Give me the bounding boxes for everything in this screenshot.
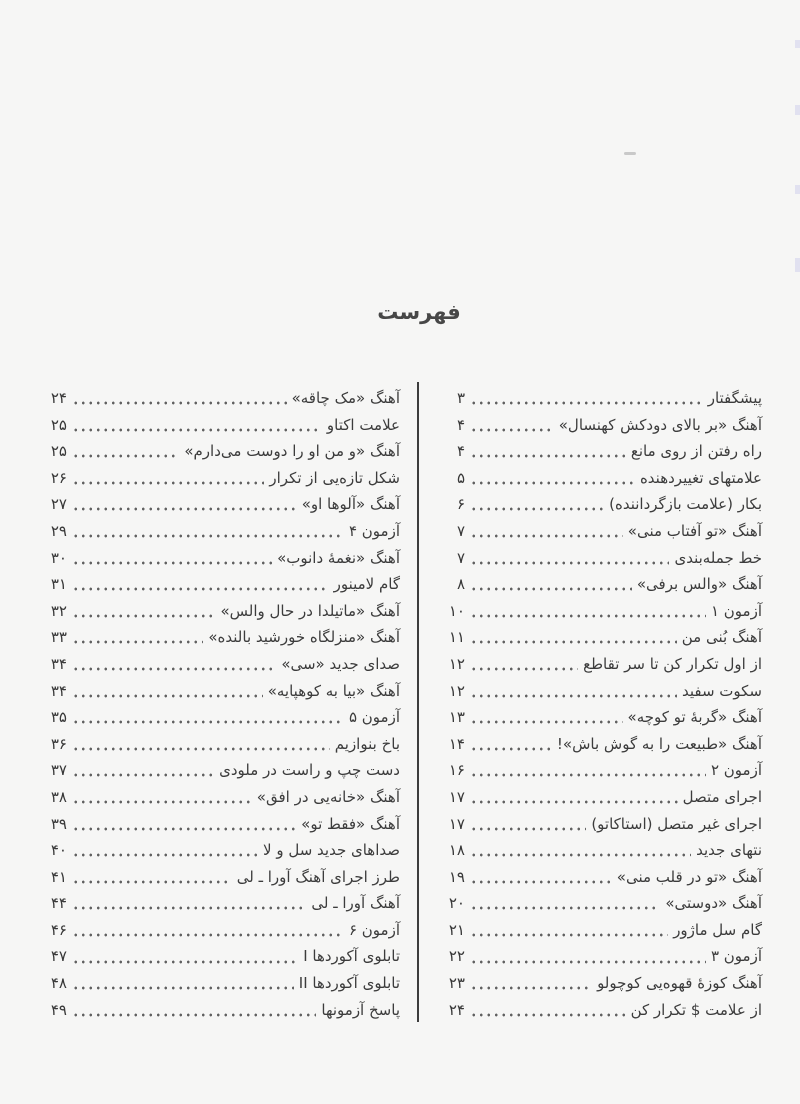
- scan-edge-artifact: [795, 258, 800, 272]
- toc-entry: [35, 997, 400, 1024]
- dotted-leader: [72, 864, 232, 891]
- toc-entry-label: آهنگ بُنی من: [681, 628, 762, 647]
- toc-entry: [35, 651, 400, 678]
- toc-entry: [35, 917, 400, 944]
- dotted-leader: [72, 465, 264, 492]
- toc-entry: [35, 731, 400, 758]
- toc-entry-page: ۲۹: [50, 521, 67, 540]
- toc-entry-page: ۲۵: [50, 442, 67, 461]
- toc-entry-page: ۲۲: [448, 947, 465, 966]
- dotted-leader: [72, 917, 344, 944]
- toc-entry-page: ۱۴: [448, 734, 465, 753]
- toc-entry: [35, 465, 400, 492]
- toc-entry: [433, 678, 762, 705]
- toc-entry-page: ۱۲: [448, 681, 465, 700]
- dotted-leader: [470, 624, 677, 651]
- dotted-leader: [470, 917, 668, 944]
- scan-edge-artifact: [795, 185, 800, 194]
- toc-entry-label: آهنگ «دوستی»: [665, 894, 762, 913]
- toc-entry-page: ۴: [456, 442, 465, 461]
- page-title: فهرست: [377, 300, 461, 324]
- toc-entry-label: گام سل ماژور: [673, 920, 762, 939]
- toc-entry-label: از علامت $ تکرار کن: [630, 1000, 762, 1019]
- toc-entry-label: خط جمله‌بندی: [674, 548, 762, 567]
- toc-entry-label: آهنگ «خانه‌یی در افق»: [256, 787, 400, 806]
- toc-entry-page: ۸: [456, 575, 465, 594]
- dotted-leader: [72, 385, 287, 412]
- toc-entry: [433, 651, 762, 678]
- dotted-leader: [470, 890, 660, 917]
- toc-entry-page: ۳۷: [50, 761, 67, 780]
- toc-entry: [433, 518, 762, 545]
- dotted-leader: [470, 943, 706, 970]
- toc-entry-label: آهنگ «بیا به کوهپایه»: [267, 681, 400, 700]
- toc-entry-page: ۴۹: [50, 1000, 67, 1019]
- dotted-leader: [470, 571, 632, 598]
- dotted-leader: [470, 678, 677, 705]
- toc-entry-page: ۴۰: [50, 841, 67, 860]
- scan-edge-artifact: [795, 105, 800, 115]
- dotted-leader: [72, 598, 215, 625]
- toc-entry-label: پیشگفتار: [707, 389, 762, 407]
- dotted-leader: [470, 438, 626, 465]
- toc-entry-page: ۱۲: [448, 654, 465, 673]
- toc-entry-page: ۲۶: [50, 468, 67, 487]
- toc-entry: [433, 997, 762, 1024]
- toc-entry-label: راه رفتن از روی مانع: [630, 442, 762, 461]
- column-divider: [417, 382, 419, 1022]
- toc-entry: [35, 678, 400, 705]
- toc-entry-page: ۲۷: [50, 495, 67, 514]
- toc-entry-label: صدای جدید «سی»: [281, 654, 400, 673]
- dotted-leader: [72, 757, 214, 784]
- dotted-leader: [470, 385, 703, 412]
- dotted-leader: [72, 890, 306, 917]
- dotted-leader: [470, 731, 552, 758]
- toc-entry-label: سکوت سفید: [681, 681, 762, 700]
- toc-entry: [35, 598, 400, 625]
- toc-entry-page: ۷: [456, 548, 465, 567]
- dotted-leader: [72, 837, 258, 864]
- toc-entry-label: آهنگ «آلوها او»: [301, 495, 400, 514]
- toc-entry-page: ۳: [456, 389, 465, 407]
- dotted-leader: [470, 970, 592, 997]
- dotted-leader: [72, 784, 252, 811]
- toc-entry-page: ۲۳: [448, 974, 465, 993]
- dotted-leader: [470, 864, 612, 891]
- toc-entry-label: طرز اجرای آهنگ آورا ـ لی: [236, 867, 400, 886]
- toc-entry-label: آزمون ۲: [710, 761, 762, 780]
- dotted-leader: [470, 757, 706, 784]
- toc-entry: [433, 757, 762, 784]
- dotted-leader: [72, 970, 294, 997]
- dotted-leader: [470, 811, 586, 838]
- toc-entry: [433, 624, 762, 651]
- toc-entry-label: آهنگ «فقط تو»: [301, 814, 400, 833]
- toc-entry-label: آهنگ «تو آفتاب منی»: [627, 521, 762, 540]
- toc-entry-label: آهنگ «مک چاقه»: [291, 389, 400, 407]
- toc-entry-page: ۳۴: [50, 654, 67, 673]
- toc-entry-label: تابلوی آکوردها II: [298, 974, 400, 993]
- dotted-leader: [470, 997, 626, 1024]
- scan-speck: [624, 152, 636, 155]
- toc-entry-label: آهنگ «گربهٔ تو کوچه»: [627, 708, 762, 727]
- dotted-leader: [470, 784, 678, 811]
- toc-entry-page: ۳۳: [50, 628, 67, 647]
- toc-entry: [35, 704, 400, 731]
- toc-entry: [35, 545, 400, 572]
- dotted-leader: [470, 465, 635, 492]
- toc-entry-page: ۱۷: [448, 814, 465, 833]
- toc-entry-label: شکل تازه‌یی از تکرار: [269, 468, 400, 487]
- toc-entry-page: ۴۱: [50, 867, 67, 886]
- toc-entry-label: صداهای جدید سل و لا: [263, 841, 400, 860]
- toc-entry-label: آهنگ «تو در قلب منی»: [616, 867, 762, 886]
- toc-entry: [35, 571, 400, 598]
- toc-entry-label: بکار (علامت بازگرداننده): [609, 495, 762, 514]
- toc-entry-page: ۱۱: [448, 628, 465, 647]
- toc-entry: [433, 438, 762, 465]
- toc-entry-page: ۶: [456, 495, 465, 514]
- scan-edge-artifact: [795, 40, 800, 48]
- toc-entry: [433, 491, 762, 518]
- dotted-leader: [72, 518, 344, 545]
- toc-entry-page: ۳۶: [50, 734, 67, 753]
- toc-entry-page: ۲۰: [448, 894, 465, 913]
- toc-entry-label: دست چپ و راست در ملودی: [219, 761, 400, 780]
- toc-entry-label: آزمون ۱: [710, 601, 762, 620]
- toc-entry-label: علامت اکتاو: [326, 415, 400, 434]
- dotted-leader: [72, 624, 203, 651]
- toc-entry: [433, 704, 762, 731]
- toc-entry-page: ۱۸: [448, 841, 465, 860]
- toc-entry-label: باخ بنوازیم: [334, 734, 400, 753]
- dotted-leader: [72, 943, 298, 970]
- dotted-leader: [72, 997, 316, 1024]
- toc-entry-label: آهنگ آورا ـ لی: [311, 894, 400, 913]
- dotted-leader: [470, 412, 554, 439]
- dotted-leader: [470, 545, 669, 572]
- toc-entry: [433, 465, 762, 492]
- toc-entry: [433, 412, 762, 439]
- toc-entry-label: آهنگ کوزهٔ قهوه‌یی کوچولو: [597, 974, 762, 993]
- toc-entry: [433, 917, 762, 944]
- toc-entry: [35, 757, 400, 784]
- toc-column-right: [433, 385, 762, 1023]
- toc-entry: [35, 970, 400, 997]
- toc-entry: [433, 970, 762, 997]
- toc-entry: [433, 811, 762, 838]
- toc-entry-label: آزمون ۶: [348, 920, 400, 939]
- toc-entry-label: آهنگ «و من او را دوست می‌دارم»: [184, 442, 400, 461]
- toc-entry-page: ۳۱: [50, 575, 67, 594]
- toc-entry-label: آهنگ «نغمهٔ دانوب»: [277, 548, 400, 567]
- dotted-leader: [72, 491, 297, 518]
- toc-entry: [35, 491, 400, 518]
- dotted-leader: [72, 545, 272, 572]
- toc-entry-page: ۳۸: [50, 787, 67, 806]
- toc-entry-label: آهنگ «ماتیلدا در حال والس»: [220, 601, 400, 620]
- toc-entry-label: تابلوی آکوردها I: [303, 947, 400, 966]
- dotted-leader: [72, 731, 330, 758]
- toc-entry-page: ۷: [456, 521, 465, 540]
- toc-entry-label: اجرای متصل: [682, 787, 762, 806]
- toc-entry: [35, 837, 400, 864]
- toc-entry-page: ۱۰: [448, 601, 465, 620]
- toc-entry: [35, 811, 400, 838]
- toc-entry-label: پاسخ آزمونها: [321, 1000, 400, 1019]
- toc-entry-page: ۳۰: [50, 548, 67, 567]
- toc-entry-page: ۱۷: [448, 787, 465, 806]
- toc-entry-label: علامتهای تغییردهنده: [639, 468, 762, 487]
- toc-entry: [433, 890, 762, 917]
- dotted-leader: [72, 651, 276, 678]
- toc-entry-label: آزمون ۵: [348, 708, 400, 727]
- dotted-leader: [470, 704, 623, 731]
- toc-entry-page: ۴۷: [50, 947, 67, 966]
- toc-entry: [35, 385, 400, 412]
- dotted-leader: [72, 412, 322, 439]
- toc-entry-label: آهنگ «طبیعت را به گوش باش»!: [556, 734, 762, 753]
- toc-entry-label: اجرای غیر متصل (استاکاتو): [591, 814, 762, 833]
- toc-entry: [35, 864, 400, 891]
- toc-entry-page: ۲۵: [50, 415, 67, 434]
- toc-entry: [433, 864, 762, 891]
- toc-entry-label: آزمون ۴: [348, 521, 400, 540]
- toc-entry-label: گام لامینور: [333, 575, 400, 594]
- toc-entry-label: آزمون ۳: [710, 947, 762, 966]
- toc-entry-page: ۱۳: [448, 708, 465, 727]
- dotted-leader: [470, 518, 623, 545]
- dotted-leader: [470, 598, 706, 625]
- toc-entry-page: ۲۴: [448, 1000, 465, 1019]
- toc-entry: [35, 943, 400, 970]
- dotted-leader: [72, 811, 296, 838]
- toc-entry-page: ۵: [456, 468, 465, 487]
- toc-entry: [35, 890, 400, 917]
- dotted-leader: [72, 678, 263, 705]
- toc-entry-page: ۲۱: [448, 920, 465, 939]
- toc-entry: [433, 784, 762, 811]
- toc-entry: [433, 571, 762, 598]
- toc-entry: [433, 385, 762, 412]
- toc-entry-page: ۳۲: [50, 601, 67, 620]
- dotted-leader: [72, 438, 179, 465]
- toc-entry-label: آهنگ «منزلگاه خورشید بالنده»: [208, 628, 400, 647]
- toc-entry-page: ۴: [456, 415, 465, 434]
- toc-entry: [35, 624, 400, 651]
- toc-entry: [433, 837, 762, 864]
- toc-entry-page: ۳۹: [50, 814, 67, 833]
- toc-entry-page: ۱۶: [448, 761, 465, 780]
- toc-entry-label: نتهای جدید: [696, 841, 762, 860]
- dotted-leader: [470, 651, 578, 678]
- toc-entry: [35, 784, 400, 811]
- toc-entry-page: ۱۹: [448, 867, 465, 886]
- toc-entry-page: ۴۸: [50, 974, 67, 993]
- toc-entry-page: ۴۶: [50, 920, 67, 939]
- toc-entry: [35, 518, 400, 545]
- toc-entry-page: ۴۴: [50, 894, 67, 913]
- toc-entry-label: آهنگ «والس برفی»: [636, 575, 762, 594]
- toc-entry: [433, 731, 762, 758]
- dotted-leader: [470, 837, 691, 864]
- toc-entry-page: ۳۴: [50, 681, 67, 700]
- toc-entry: [433, 943, 762, 970]
- toc-column-left: [35, 385, 400, 1023]
- toc-entry: [433, 598, 762, 625]
- toc-entry-page: ۳۵: [50, 708, 67, 727]
- toc-entry-page: ۲۴: [50, 389, 67, 407]
- toc-entry: [35, 412, 400, 439]
- toc-entry: [35, 438, 400, 465]
- dotted-leader: [470, 491, 604, 518]
- dotted-leader: [72, 704, 344, 731]
- dotted-leader: [72, 571, 329, 598]
- toc-entry: [433, 545, 762, 572]
- toc-entry-label: آهنگ «بر بالای دودکش کهنسال»: [558, 415, 762, 434]
- toc-entry-label: از اول تکرار کن تا سر تقاطع: [583, 654, 762, 673]
